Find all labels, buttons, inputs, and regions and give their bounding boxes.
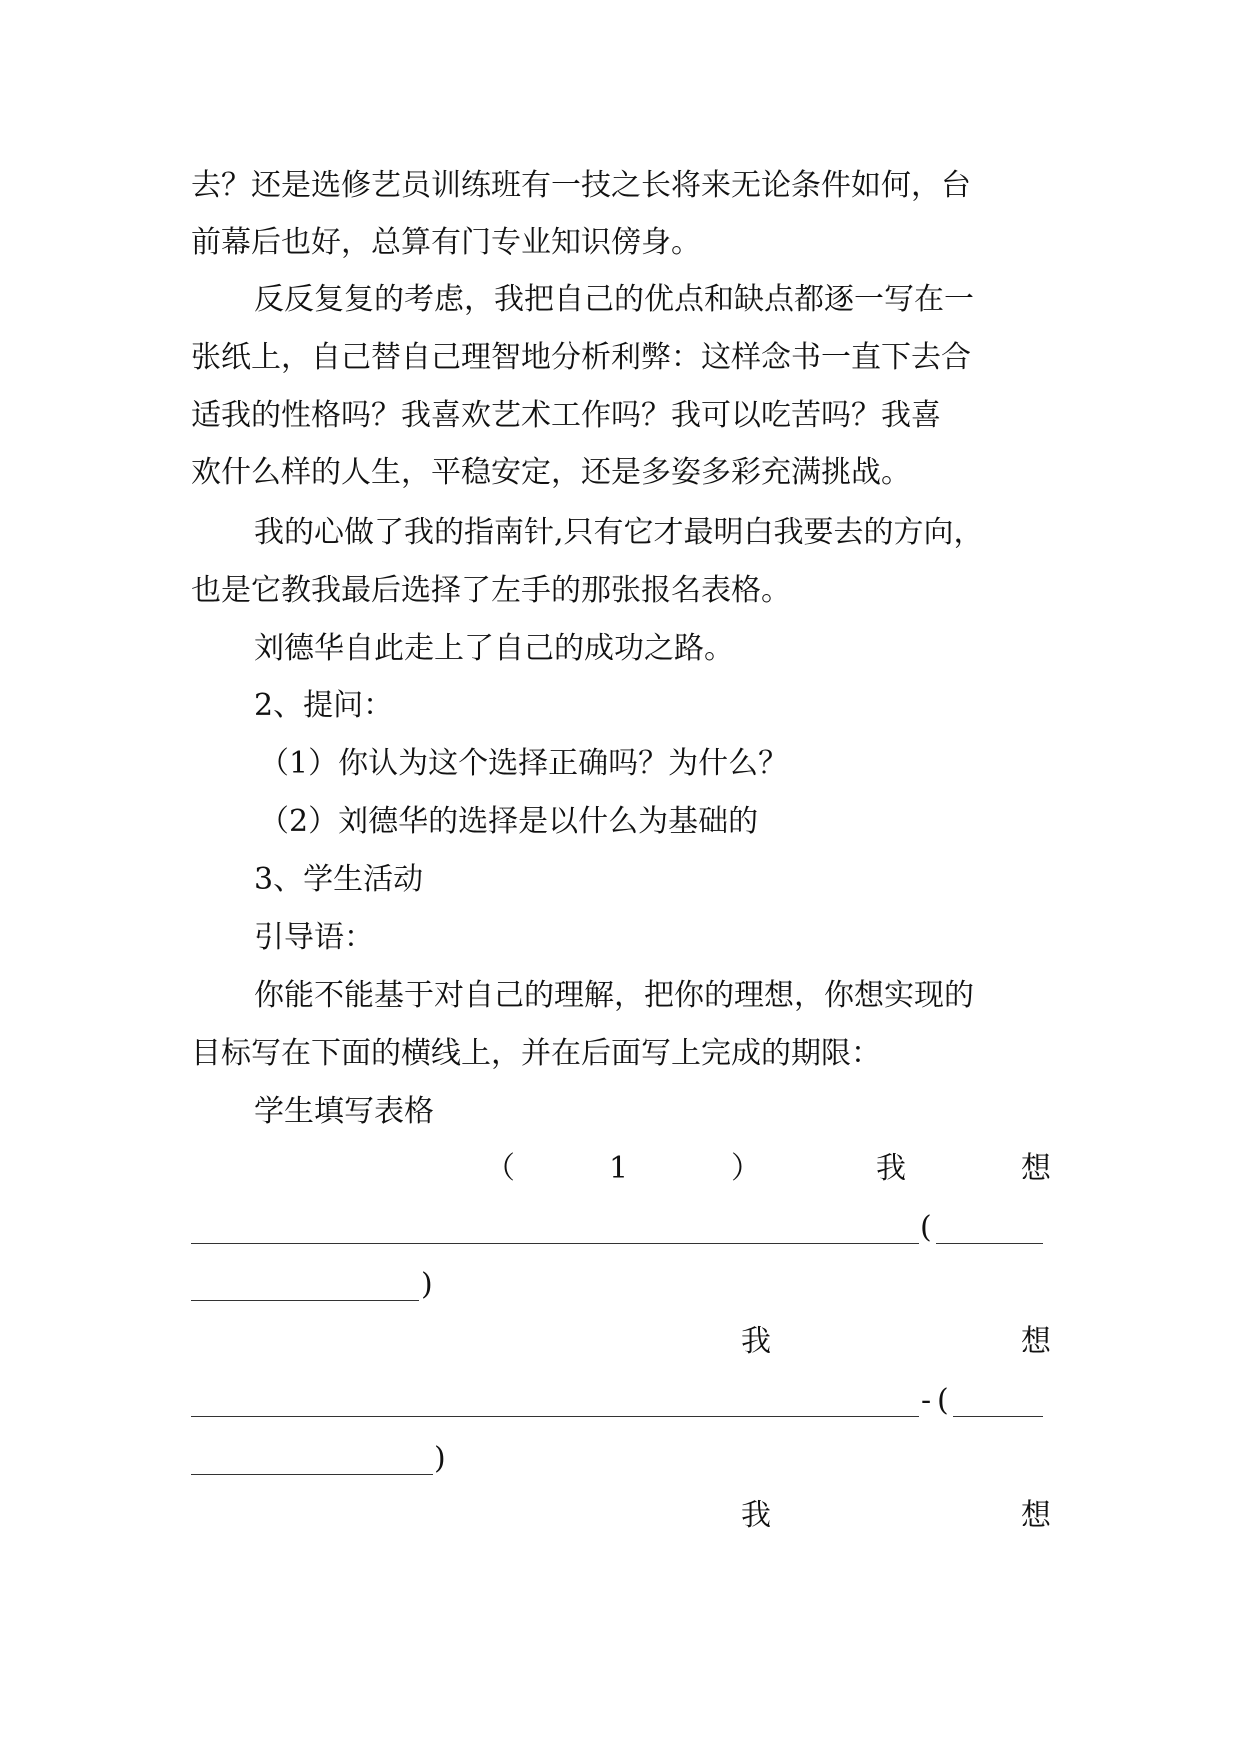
- paragraph-line: 目标写在下面的横线上，并在后面写上完成的期限：: [191, 1036, 881, 1071]
- deadline-open-paren: (: [937, 1383, 949, 1418]
- form-word-xiang: 想: [1021, 1151, 1051, 1186]
- form-word-wo: 我: [741, 1498, 771, 1533]
- deadline-underline: [191, 1474, 433, 1475]
- deadline-open-paren: (: [920, 1210, 932, 1245]
- section-heading-activity: 3、学生活动: [254, 862, 424, 897]
- deadline-close-paren: ): [421, 1267, 433, 1302]
- question-1: （1）你认为这个选择正确吗？为什么？: [259, 746, 789, 781]
- paragraph-line: 你能不能基于对自己的理解，把你的理想，你想实现的: [254, 978, 974, 1013]
- goal-blank-2[interactable]: [191, 1381, 1051, 1421]
- paragraph-line: 我的心做了我的指南针,只有它才最明白我要去的方向，: [254, 515, 984, 550]
- guide-label: 引导语：: [254, 920, 374, 955]
- paragraph-line: 张纸上，自己替自己理智地分析利弊：这样念书一直下去合: [191, 340, 971, 375]
- form-label: 学生填写表格: [254, 1094, 434, 1129]
- paragraph-line: 去？还是选修艺员训练班有一技之长将来无论条件如何，台: [191, 168, 971, 203]
- goal-underline: [191, 1416, 919, 1417]
- deadline-underline: [953, 1416, 1043, 1417]
- deadline-blank-1[interactable]: [191, 1265, 451, 1305]
- form-word-wo: 我: [741, 1324, 771, 1359]
- deadline-blank-2[interactable]: [191, 1439, 461, 1479]
- paragraph-line: 前幕后也好，总算有门专业知识傍身。: [191, 225, 701, 260]
- paragraph-line: 反反复复的考虑，我把自己的优点和缺点都逐一写在一: [254, 282, 974, 317]
- dash: -: [921, 1383, 932, 1418]
- question-2: （2）刘德华的选择是以什么为基础的: [259, 804, 759, 839]
- goal-blank-1[interactable]: [191, 1208, 1051, 1248]
- section-heading-question: 2、提问：: [254, 688, 394, 723]
- form-word-wo: 我: [876, 1151, 906, 1186]
- paragraph-line: 刘德华自此走上了自己的成功之路。: [254, 631, 734, 666]
- paragraph-line: 也是它教我最后选择了左手的那张报名表格。: [191, 573, 791, 608]
- form-open-paren: （: [485, 1151, 515, 1186]
- form-word-xiang: 想: [1021, 1498, 1051, 1533]
- form-close-paren: ）: [731, 1151, 761, 1186]
- goal-underline: [191, 1243, 919, 1244]
- form-word-xiang: 想: [1021, 1324, 1051, 1359]
- deadline-underline: [936, 1243, 1043, 1244]
- form-item-number: 1: [609, 1151, 629, 1186]
- deadline-underline: [191, 1300, 419, 1301]
- paragraph-line: 欢什么样的人生，平稳安定，还是多姿多彩充满挑战。: [191, 455, 911, 490]
- deadline-close-paren: ): [434, 1441, 446, 1476]
- paragraph-line: 适我的性格吗？我喜欢艺术工作吗？我可以吃苦吗？我喜: [191, 398, 941, 433]
